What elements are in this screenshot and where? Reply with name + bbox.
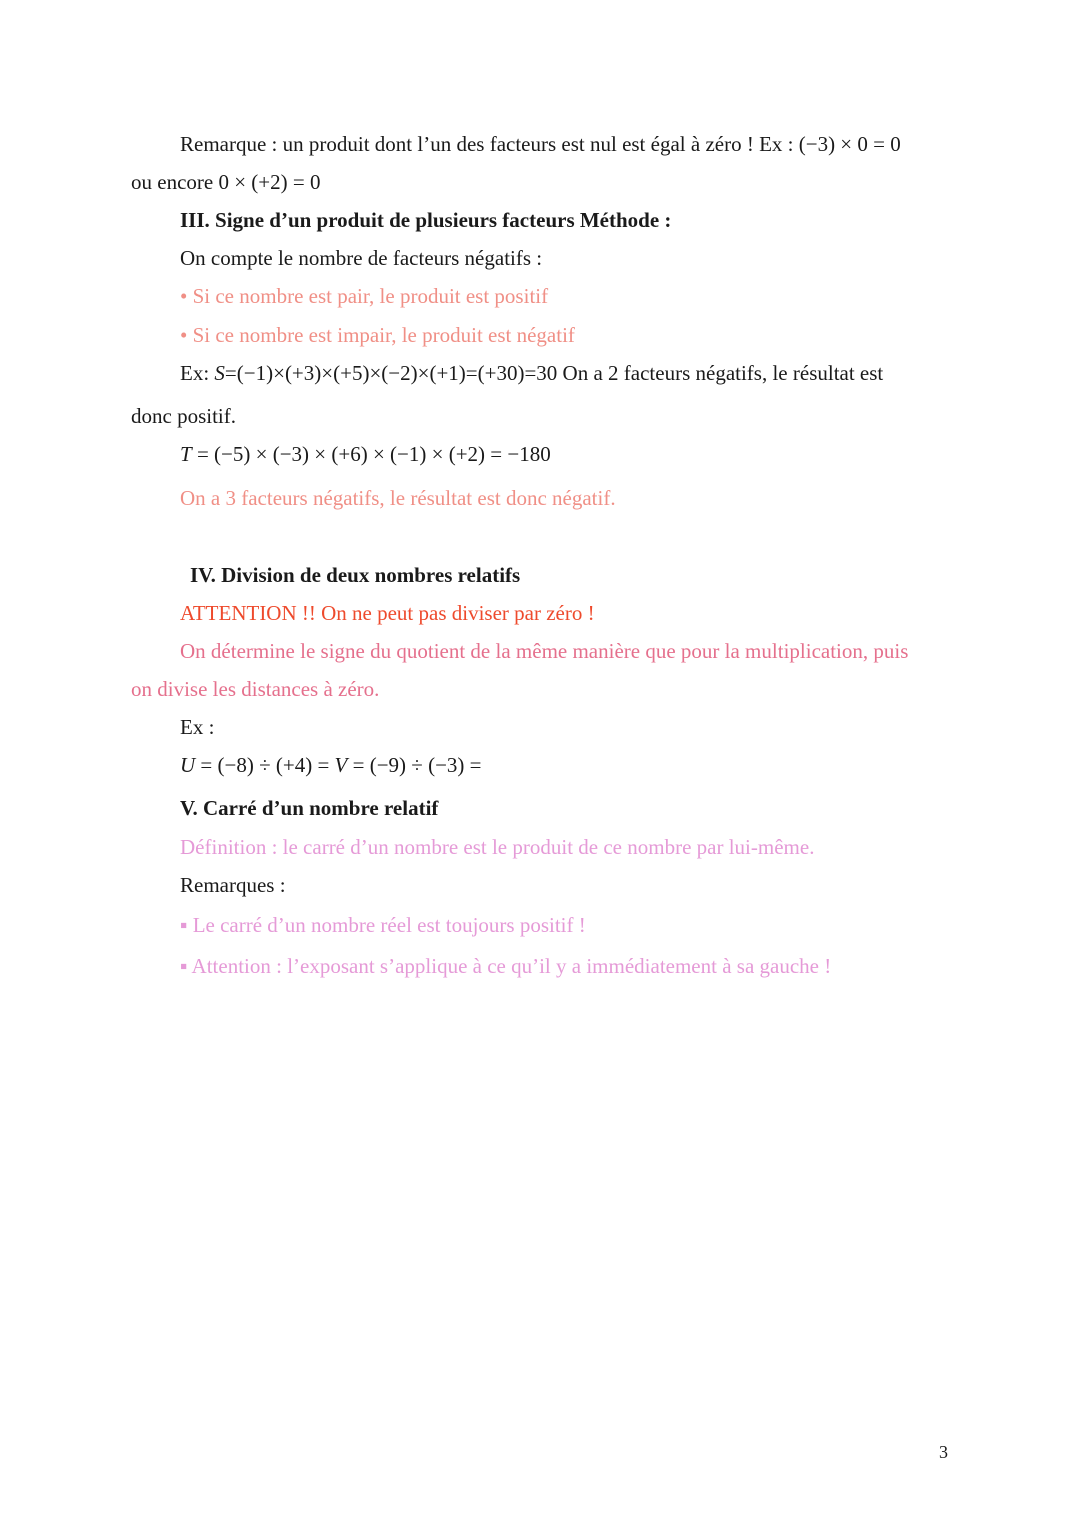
section-5-heading: V. Carré d’un nombre relatif: [180, 796, 439, 820]
example-s-prefix: Ex:: [180, 361, 215, 385]
example-s-line: [180, 360, 883, 386]
bullet-even: • Si ce nombre est pair, le produit est positif: [180, 284, 549, 308]
division-example-line: [180, 752, 482, 778]
division-example-label: Ex :: [180, 715, 215, 739]
section-3-heading: III. Signe d’un produit de plusieurs facteurs Méthode :: [180, 208, 672, 232]
example-t-variable: T: [180, 442, 192, 466]
example-v-variable: V: [334, 753, 348, 777]
division-rule-line-2: on divise les distances à zéro.: [131, 677, 380, 701]
example-s-expression: =(−1)×(+3)×(+5)×(−2)×(+1)=(+30)=30 On a 2 facteurs négatifs, le résultat est: [224, 361, 884, 385]
example-t-line: [180, 441, 551, 467]
remarks-label: Remarques :: [180, 873, 286, 897]
section-4-heading: IV. Division de deux nombres relatifs: [190, 563, 521, 587]
example-t-note: On a 3 facteurs négatifs, le résultat est donc négatif.: [180, 486, 616, 510]
bullet-odd: • Si ce nombre est impair, le produit est négatif: [180, 323, 575, 347]
square-definition: Définition : le carré d’un nombre est le produit de ce nombre par lui-même.: [180, 835, 815, 859]
square-remark-1: ▪ Le carré d’un nombre réel est toujours positif !: [180, 913, 586, 937]
remark-line-2: ou encore 0 × (+2) = 0: [131, 170, 321, 194]
example-v-expression: = (−9) ÷ (−3) =: [347, 753, 482, 777]
example-s-variable: S: [214, 361, 225, 385]
example-s-continuation: donc positif.: [131, 404, 236, 428]
division-warning: ATTENTION !! On ne peut pas diviser par zéro !: [180, 601, 595, 625]
square-remark-2: ▪ Attention : l’exposant s’applique à ce qu’il y a immédiatement à sa gauche !: [180, 954, 832, 978]
remark-line-1: Remarque : un produit dont l’un des facteurs est nul est égal à zéro ! Ex : (−3) × 0 = 0: [180, 132, 901, 156]
example-u-variable: U: [180, 753, 196, 777]
example-u-expression: = (−8) ÷ (+4) =: [195, 753, 335, 777]
division-rule-line-1: On détermine le signe du quotient de la même manière que pour la multiplication, puis: [180, 639, 909, 663]
page-number: 3: [939, 1442, 948, 1462]
example-t-expression: = (−5) × (−3) × (+6) × (−1) × (+2) = −180: [191, 442, 551, 466]
section-3-intro: On compte le nombre de facteurs négatifs :: [180, 246, 543, 270]
